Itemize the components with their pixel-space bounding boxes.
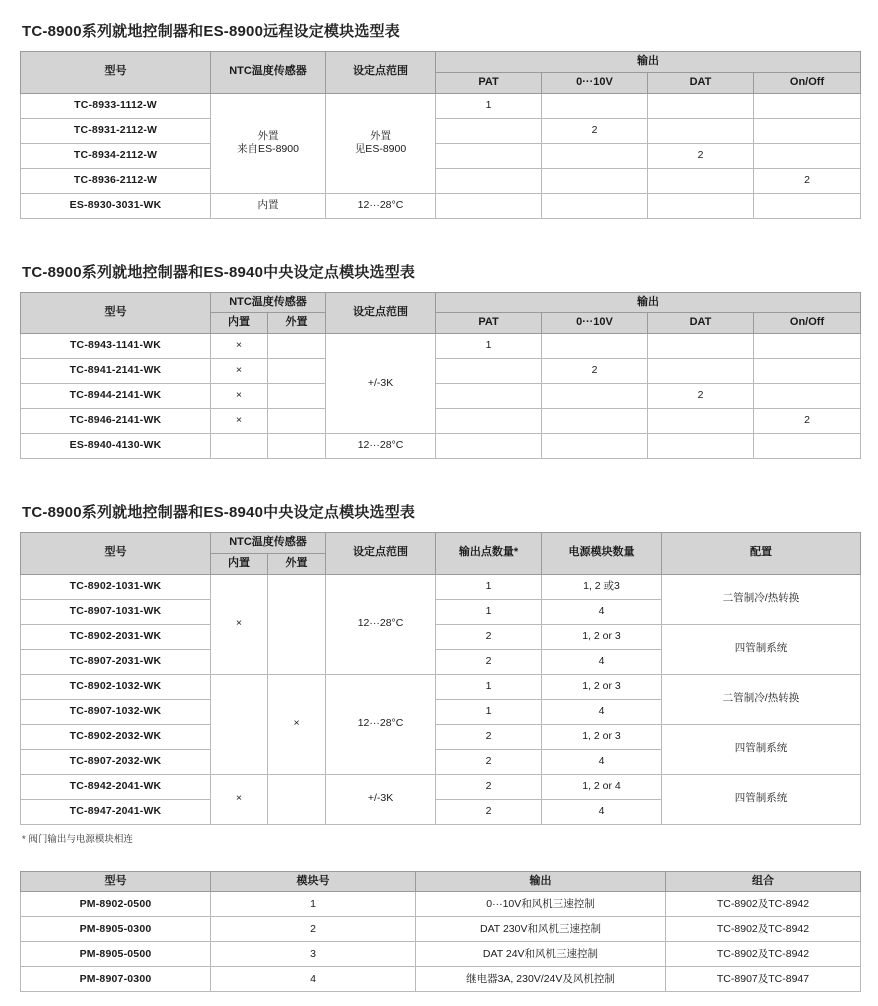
cell-output-onoff <box>754 118 861 143</box>
cell-ntc-external <box>268 574 326 674</box>
cell-configuration: 四管制系统 <box>662 724 861 774</box>
header-output-dat: DAT <box>648 313 754 334</box>
table-row <box>21 674 861 699</box>
table-row <box>21 384 861 409</box>
cell-output-0-10v: 2 <box>542 359 648 384</box>
cell-output-onoff <box>754 434 861 459</box>
cell-output-count: 1 <box>436 599 542 624</box>
cell-output: 继电器3A, 230V/24V及风机控制 <box>416 967 666 992</box>
cell-output-pat <box>436 118 542 143</box>
header-model: 型号 <box>21 533 211 575</box>
cell-model: TC-8902-2031-WK <box>21 624 211 649</box>
cell-configuration: 四管制系统 <box>662 774 861 824</box>
cell-ntc: 内置 <box>211 193 326 218</box>
header-output-pat: PAT <box>436 313 542 334</box>
cell-model: TC-8907-2032-WK <box>21 749 211 774</box>
cell-output-dat <box>648 434 754 459</box>
cell-output-dat: 2 <box>648 143 754 168</box>
cell-model: ES-8930-3031-WK <box>21 193 211 218</box>
table-row <box>21 917 861 942</box>
cell-setpoint: 12···28°C <box>326 193 436 218</box>
cell-output-dat <box>648 93 754 118</box>
cell-output-0-10v <box>542 143 648 168</box>
cell-ntc-internal: × <box>211 409 268 434</box>
cell-model: TC-8907-1031-WK <box>21 599 211 624</box>
table-row <box>21 143 861 168</box>
table-header-row <box>21 52 861 73</box>
header-ntc-external: 外置 <box>268 553 326 574</box>
cell-ntc-external <box>268 359 326 384</box>
cell-output: 0···10V和风机三速控制 <box>416 892 666 917</box>
cell-ntc-external <box>268 434 326 459</box>
header-model: 型号 <box>21 871 211 892</box>
cell-setpoint-merged: +/-3K <box>326 334 436 434</box>
cell-output-dat: 2 <box>648 384 754 409</box>
cell-output-0-10v <box>542 434 648 459</box>
cell-power-count: 1, 2 or 3 <box>542 624 662 649</box>
header-output-dat: DAT <box>648 72 754 93</box>
cell-ntc-internal: × <box>211 384 268 409</box>
cell-model: PM-8907-0300 <box>21 967 211 992</box>
header-model: 型号 <box>21 52 211 94</box>
cell-output-0-10v <box>542 168 648 193</box>
cell-output-count: 2 <box>436 774 542 799</box>
cell-combination: TC-8902及TC-8942 <box>666 917 861 942</box>
cell-output-dat <box>648 359 754 384</box>
header-output-0-10v: 0···10V <box>542 313 648 334</box>
cell-output: DAT 24V和风机三速控制 <box>416 942 666 967</box>
header-ntc-sensor: NTC温度传感器 <box>211 292 326 313</box>
table-header-row <box>21 292 861 313</box>
header-setpoint-range: 设定点范围 <box>326 292 436 334</box>
table-header-row <box>21 533 861 554</box>
setpoint-line-2: 见ES-8900 <box>354 143 407 155</box>
cell-ntc-internal: × <box>211 359 268 384</box>
table-row <box>21 334 861 359</box>
cell-output-count: 2 <box>436 724 542 749</box>
cell-output-pat <box>436 409 542 434</box>
cell-power-count: 4 <box>542 749 662 774</box>
cell-power-count: 4 <box>542 599 662 624</box>
cell-combination: TC-8902及TC-8942 <box>666 892 861 917</box>
table-row <box>21 93 861 118</box>
table-row <box>21 409 861 434</box>
cell-model: PM-8905-0500 <box>21 942 211 967</box>
cell-output-dat <box>648 334 754 359</box>
table-row <box>21 168 861 193</box>
header-ntc-internal: 内置 <box>211 553 268 574</box>
cell-ntc-external <box>268 334 326 359</box>
cell-ntc-external: × <box>268 674 326 774</box>
cell-output-0-10v <box>542 93 648 118</box>
header-model: 型号 <box>21 292 211 334</box>
header-output-count: 输出点数量* <box>436 533 542 575</box>
cell-combination: TC-8902及TC-8942 <box>666 942 861 967</box>
cell-output-0-10v: 2 <box>542 118 648 143</box>
cell-power-count: 1, 2 or 4 <box>542 774 662 799</box>
cell-setpoint: 12···28°C <box>326 434 436 459</box>
section-title-2: TC-8900系列就地控制器和ES-8940中央设定点模块选型表 <box>22 263 416 281</box>
cell-model: TC-8943-1141-WK <box>21 334 211 359</box>
cell-power-count: 4 <box>542 699 662 724</box>
cell-output-dat <box>648 193 754 218</box>
cell-setpoint-merged <box>326 93 436 193</box>
cell-output-0-10v <box>542 384 648 409</box>
header-ntc-external: 外置 <box>268 313 326 334</box>
cell-output-pat: 1 <box>436 334 542 359</box>
header-output: 输出 <box>416 871 666 892</box>
cell-output-0-10v <box>542 334 648 359</box>
cell-setpoint: 12···28°C <box>326 674 436 774</box>
header-ntc-internal: 内置 <box>211 313 268 334</box>
table-row <box>21 942 861 967</box>
cell-output-count: 2 <box>436 799 542 824</box>
cell-output-count: 1 <box>436 699 542 724</box>
cell-output-dat <box>648 118 754 143</box>
cell-output-count: 1 <box>436 674 542 699</box>
cell-model: TC-8942-2041-WK <box>21 774 211 799</box>
cell-ntc-internal: × <box>211 774 268 824</box>
cell-model: TC-8902-2032-WK <box>21 724 211 749</box>
header-combination: 组合 <box>666 871 861 892</box>
cell-output-pat <box>436 193 542 218</box>
table-row <box>21 624 861 649</box>
cell-configuration: 二管制冷/热转换 <box>662 674 861 724</box>
cell-output-pat <box>436 434 542 459</box>
header-ntc-sensor: NTC温度传感器 <box>211 52 326 94</box>
cell-output-pat <box>436 143 542 168</box>
cell-output-pat <box>436 384 542 409</box>
cell-output-dat <box>648 409 754 434</box>
cell-power-count: 1, 2 或3 <box>542 574 662 599</box>
cell-model: TC-8936-2112-W <box>21 168 211 193</box>
section-spacer <box>18 845 860 871</box>
cell-output-count: 1 <box>436 574 542 599</box>
cell-power-count: 1, 2 or 3 <box>542 674 662 699</box>
cell-output-pat: 1 <box>436 93 542 118</box>
cell-ntc-external <box>268 384 326 409</box>
table-row <box>21 892 861 917</box>
table-row <box>21 724 861 749</box>
header-setpoint-range: 设定点范围 <box>326 52 436 94</box>
table-tc8900-es8940-a <box>20 292 861 460</box>
cell-model: PM-8905-0300 <box>21 917 211 942</box>
cell-output-0-10v <box>542 193 648 218</box>
cell-module-number: 4 <box>211 967 416 992</box>
ntc-line-2: 来自ES-8900 <box>237 143 299 155</box>
cell-output-pat <box>436 168 542 193</box>
header-output-0-10v: 0···10V <box>542 72 648 93</box>
cell-power-count: 1, 2 or 3 <box>542 724 662 749</box>
header-output: 输出 <box>436 52 861 73</box>
cell-ntc-external <box>268 409 326 434</box>
section-spacer <box>18 465 860 491</box>
cell-output-0-10v <box>542 409 648 434</box>
cell-module-number: 3 <box>211 942 416 967</box>
cell-output-onoff <box>754 334 861 359</box>
cell-output-onoff: 2 <box>754 409 861 434</box>
header-module-number: 模块号 <box>211 871 416 892</box>
cell-model: PM-8902-0500 <box>21 892 211 917</box>
cell-model: TC-8946-2141-WK <box>21 409 211 434</box>
cell-ntc-internal <box>211 434 268 459</box>
section-title-3: TC-8900系列就地控制器和ES-8940中央设定点模块选型表 <box>22 504 416 521</box>
cell-power-count: 4 <box>542 649 662 674</box>
header-power-module-count: 电源模块数量 <box>542 533 662 575</box>
table-tc8900-es8900 <box>20 51 861 219</box>
table-row <box>21 774 861 799</box>
footnote-valve-output: * 阀门输出与电源模块相连 <box>22 833 133 845</box>
header-output: 输出 <box>436 292 861 313</box>
cell-output-onoff <box>754 143 861 168</box>
cell-output: DAT 230V和风机三速控制 <box>416 917 666 942</box>
cell-output-pat <box>436 359 542 384</box>
table-row <box>21 967 861 992</box>
table-row-last <box>21 193 861 218</box>
table-tc8900-es8940-b <box>20 532 861 825</box>
header-output-onoff: On/Off <box>754 313 861 334</box>
cell-model: TC-8944-2141-WK <box>21 384 211 409</box>
cell-module-number: 1 <box>211 892 416 917</box>
cell-output-dat <box>648 168 754 193</box>
header-setpoint-range: 设定点范围 <box>326 533 436 575</box>
cell-setpoint: +/-3K <box>326 774 436 824</box>
cell-output-count: 2 <box>436 649 542 674</box>
table-power-modules <box>20 871 861 993</box>
table-row-last <box>21 434 861 459</box>
cell-ntc-external <box>268 774 326 824</box>
cell-ntc-internal: × <box>211 334 268 359</box>
cell-ntc-internal <box>211 674 268 774</box>
table-row <box>21 118 861 143</box>
header-output-pat: PAT <box>436 72 542 93</box>
cell-output-count: 2 <box>436 624 542 649</box>
cell-model: TC-8931-2112-W <box>21 118 211 143</box>
table-row <box>21 574 861 599</box>
cell-model: TC-8902-1032-WK <box>21 674 211 699</box>
cell-output-count: 2 <box>436 749 542 774</box>
cell-model: TC-8902-1031-WK <box>21 574 211 599</box>
cell-output-onoff <box>754 193 861 218</box>
cell-output-onoff <box>754 359 861 384</box>
table-row <box>21 359 861 384</box>
cell-model: TC-8934-2112-W <box>21 143 211 168</box>
cell-ntc-merged <box>211 93 326 193</box>
cell-model: TC-8941-2141-WK <box>21 359 211 384</box>
cell-model: TC-8907-2031-WK <box>21 649 211 674</box>
section-title-1: TC-8900系列就地控制器和ES-8900远程设定模块选型表 <box>22 23 400 40</box>
header-ntc-sensor: NTC温度传感器 <box>211 533 326 554</box>
cell-ntc-internal: × <box>211 574 268 674</box>
cell-module-number: 2 <box>211 917 416 942</box>
cell-model: TC-8907-1032-WK <box>21 699 211 724</box>
cell-configuration: 四管制系统 <box>662 624 861 674</box>
table-header-row <box>21 871 861 892</box>
cell-output-onoff <box>754 384 861 409</box>
header-configuration: 配置 <box>662 533 861 575</box>
header-output-onoff: On/Off <box>754 72 861 93</box>
setpoint-line-1: 外置 <box>370 129 391 142</box>
cell-output-onoff: 2 <box>754 168 861 193</box>
cell-output-onoff <box>754 93 861 118</box>
cell-combination: TC-8907及TC-8947 <box>666 967 861 992</box>
ntc-line-1: 外置 <box>257 129 279 142</box>
cell-model: TC-8947-2041-WK <box>21 799 211 824</box>
cell-configuration: 二管制冷/热转换 <box>662 574 861 624</box>
cell-power-count: 4 <box>542 799 662 824</box>
cell-model: ES-8940-4130-WK <box>21 434 211 459</box>
section-spacer <box>18 225 860 251</box>
cell-model: TC-8933-1112-W <box>21 93 211 118</box>
cell-setpoint: 12···28°C <box>326 574 436 674</box>
